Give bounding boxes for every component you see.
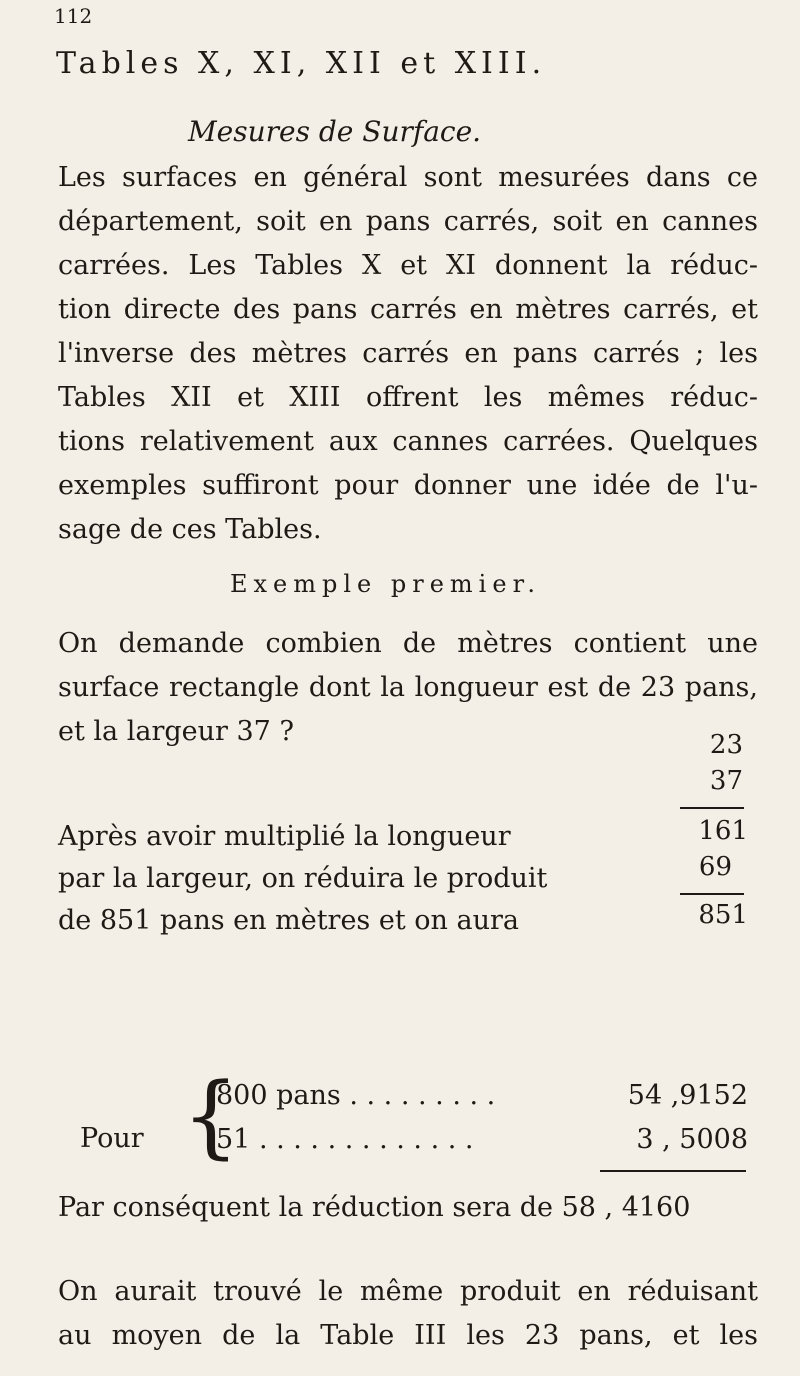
- final-line: au moyen de la Table III les 23 pans, et les: [58, 1320, 758, 1351]
- explanation-paragraph: [58, 816, 547, 942]
- explanation-line: par la largeur, on réduira le produit: [58, 863, 548, 894]
- mult-partial1: 161: [698, 816, 748, 846]
- explanation-line: Après avoir multiplié la longueur: [58, 821, 511, 852]
- section-subtitle: Mesures de Surface.: [188, 115, 482, 148]
- example-heading: Exemple premier.: [230, 570, 542, 598]
- mult-rule-2: [680, 893, 744, 895]
- intro-line: tion directe des pans carrés en mètres carrés, et: [58, 294, 758, 325]
- brace-glyph: {: [182, 1064, 240, 1169]
- page-number: 112: [54, 4, 93, 28]
- pour-row2-value: 3 , 5008: [636, 1124, 748, 1155]
- pour-row1-value: 54 ,9152: [627, 1080, 748, 1111]
- question-line: surface rectangle dont la longueur est de 23 pans,: [58, 672, 758, 703]
- explanation-line: de 851 pans en mètres et on aura: [58, 905, 520, 936]
- question-paragraph: [58, 622, 758, 754]
- mult-operand2: 37: [709, 766, 743, 796]
- mult-rule-1: [680, 807, 744, 809]
- pour-row2-label: 51 . . . . . . . . . . . . .: [216, 1124, 474, 1155]
- intro-line: Tables XII et XIII offrent les mêmes réduc-: [58, 382, 758, 413]
- mult-operand1: 23: [709, 730, 743, 760]
- final-paragraph: [58, 1270, 758, 1358]
- pour-label: Pour: [80, 1123, 144, 1154]
- mult-partial2: 69: [698, 852, 732, 882]
- intro-paragraph: [58, 156, 758, 552]
- intro-line: sage de ces Tables.: [58, 514, 322, 545]
- sum-rule: [600, 1170, 746, 1172]
- question-line: et la largeur 37 ?: [58, 716, 294, 747]
- mult-product: 851: [698, 900, 748, 930]
- intro-line: tions relativement aux cannes carrées. Quelques: [58, 426, 758, 457]
- intro-line: exemples suffiront pour donner une idée de l'u-: [58, 470, 758, 501]
- intro-line: département, soit en pans carrés, soit en cannes: [58, 206, 758, 237]
- page-title: Tables X, XI, XII et XIII.: [56, 46, 547, 81]
- pour-row1-label: 800 pans . . . . . . . . .: [216, 1080, 496, 1111]
- intro-line: Les surfaces en général sont mesurées dans ce: [58, 162, 758, 193]
- final-line: On aurait trouvé le même produit en réduisant: [58, 1276, 758, 1307]
- intro-line: carrées. Les Tables X et XI donnent la réduc-: [58, 250, 758, 281]
- question-line: On demande combien de mètres contient une: [58, 628, 758, 659]
- conclusion: Par conséquent la réduction sera de 58 , 4160: [58, 1192, 691, 1223]
- intro-line: l'inverse des mètres carrés en pans carrés ; les: [58, 338, 758, 369]
